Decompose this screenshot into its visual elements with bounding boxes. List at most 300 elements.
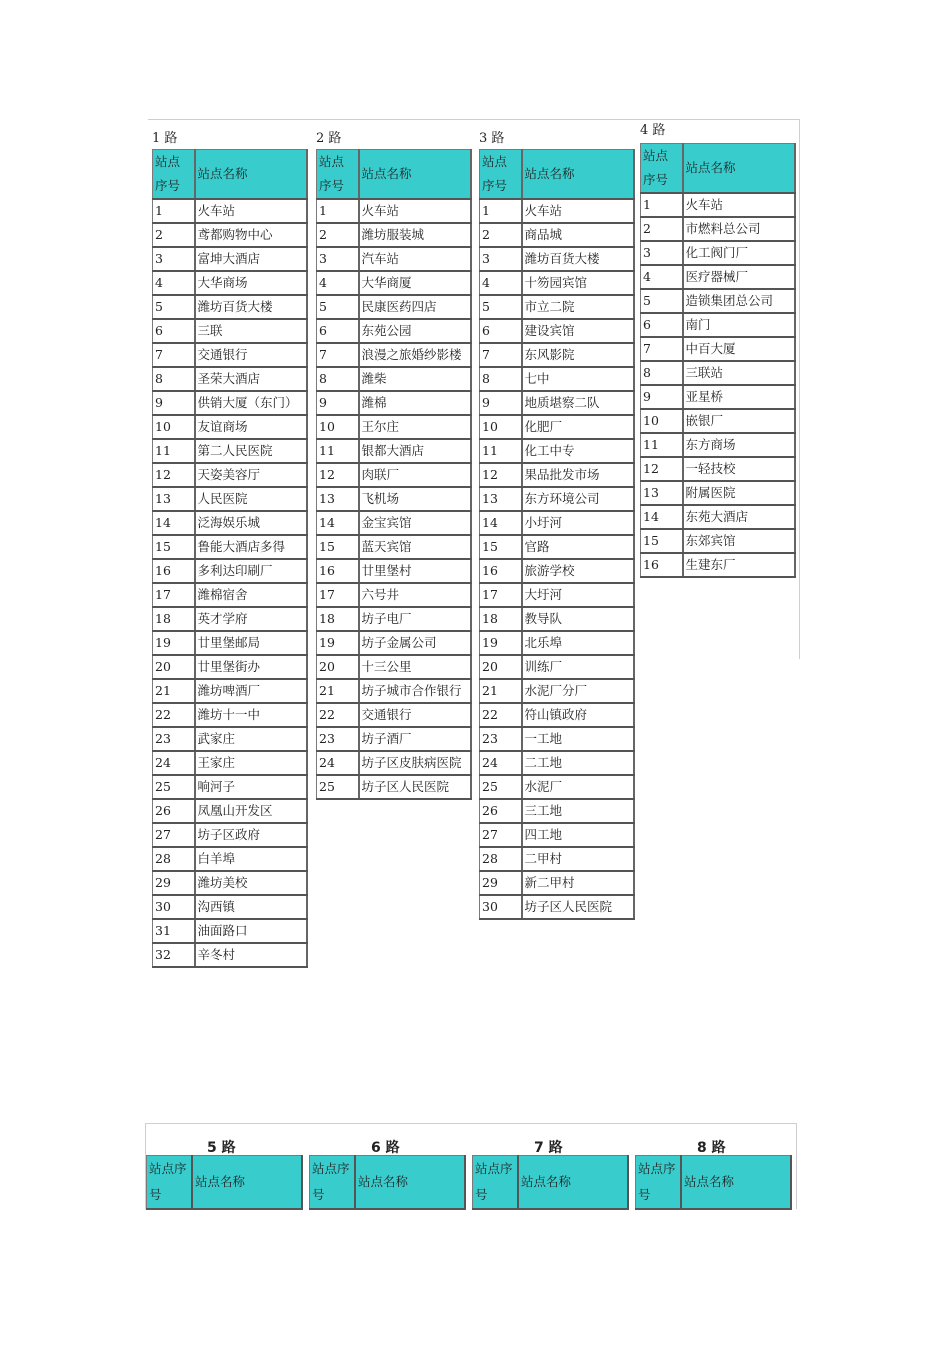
stop-name-cell: 六号井 — [359, 583, 471, 607]
table-row — [317, 319, 471, 343]
stop-number-cell: 9 — [317, 391, 359, 415]
table-row — [153, 367, 307, 391]
header-id-cell: 站点序号 — [153, 150, 195, 200]
stop-number-cell: 7 — [641, 337, 683, 361]
stop-number-cell: 4 — [480, 271, 522, 295]
stop-name-cell: 交通银行 — [195, 343, 307, 367]
stop-number-cell: 17 — [153, 583, 195, 607]
stop-name-cell: 潍坊啤酒厂 — [195, 679, 307, 703]
stop-name-cell: 十笏园宾馆 — [522, 271, 634, 295]
table-row — [317, 727, 471, 751]
stop-number-cell: 9 — [480, 391, 522, 415]
stop-name-cell: 大华商厦 — [359, 271, 471, 295]
table-row — [153, 295, 307, 319]
route-4-table — [640, 143, 796, 578]
stop-number-cell: 24 — [480, 751, 522, 775]
stop-name-cell: 官路 — [522, 535, 634, 559]
stop-number-cell: 13 — [641, 481, 683, 505]
table-row — [480, 391, 634, 415]
table-row — [641, 529, 795, 553]
stop-number-cell: 1 — [153, 199, 195, 223]
table-row — [153, 535, 307, 559]
stop-name-cell: 一工地 — [522, 727, 634, 751]
stop-number-cell: 20 — [480, 655, 522, 679]
table-row — [153, 943, 307, 967]
stop-number-cell: 20 — [317, 655, 359, 679]
table-row — [317, 463, 471, 487]
table-row — [641, 265, 795, 289]
stop-number-cell: 18 — [480, 607, 522, 631]
table-row — [153, 727, 307, 751]
stop-number-cell: 15 — [317, 535, 359, 559]
stop-number-cell: 28 — [480, 847, 522, 871]
stop-name-cell: 东郊宾馆 — [683, 529, 795, 553]
stop-name-cell: 白羊埠 — [195, 847, 307, 871]
table-row — [641, 241, 795, 265]
table-row — [480, 607, 634, 631]
stop-name-cell: 建设宾馆 — [522, 319, 634, 343]
stop-number-cell: 14 — [317, 511, 359, 535]
table-row — [480, 751, 634, 775]
stop-name-cell: 蓝天宾馆 — [359, 535, 471, 559]
stop-name-cell: 油面路口 — [195, 919, 307, 943]
stop-number-cell: 25 — [153, 775, 195, 799]
stop-number-cell: 10 — [480, 415, 522, 439]
stop-name-cell: 英才学府 — [195, 607, 307, 631]
stop-number-cell: 19 — [317, 631, 359, 655]
stop-number-cell: 12 — [480, 463, 522, 487]
stop-number-cell: 6 — [641, 313, 683, 337]
table-row — [153, 463, 307, 487]
table-row — [153, 511, 307, 535]
stop-number-cell: 2 — [317, 223, 359, 247]
stop-name-cell: 新二甲村 — [522, 871, 634, 895]
table-row — [480, 871, 634, 895]
stop-number-cell: 8 — [641, 361, 683, 385]
table-header-row — [153, 150, 307, 200]
table-row — [480, 271, 634, 295]
stop-name-cell: 潍棉 — [359, 391, 471, 415]
stop-number-cell: 32 — [153, 943, 195, 967]
table-row — [480, 655, 634, 679]
stop-name-cell: 潍坊服装城 — [359, 223, 471, 247]
stop-name-cell: 附属医院 — [683, 481, 795, 505]
header-name-cell: 站点名称 — [681, 1156, 791, 1210]
stop-name-cell: 东风影院 — [522, 343, 634, 367]
table-row — [480, 319, 634, 343]
stop-name-cell: 训练厂 — [522, 655, 634, 679]
stop-name-cell: 廿里堡街办 — [195, 655, 307, 679]
table-row — [480, 799, 634, 823]
stop-number-cell: 24 — [317, 751, 359, 775]
stop-name-cell: 地质堪察二队 — [522, 391, 634, 415]
stop-number-cell: 27 — [153, 823, 195, 847]
table-row — [317, 439, 471, 463]
stop-number-cell: 12 — [641, 457, 683, 481]
table-row — [317, 415, 471, 439]
table-row — [317, 535, 471, 559]
stop-name-cell: 大华商场 — [195, 271, 307, 295]
stop-number-cell: 1 — [641, 193, 683, 217]
stop-name-cell: 小圩河 — [522, 511, 634, 535]
stop-name-cell: 潍坊百货大楼 — [522, 247, 634, 271]
stop-name-cell: 人民医院 — [195, 487, 307, 511]
stop-number-cell: 16 — [641, 553, 683, 577]
route-6-header — [309, 1155, 466, 1210]
stop-number-cell: 5 — [153, 295, 195, 319]
table-row — [153, 823, 307, 847]
stop-name-cell: 潍棉宿舍 — [195, 583, 307, 607]
table-row — [153, 655, 307, 679]
table-row — [480, 559, 634, 583]
stop-number-cell: 4 — [641, 265, 683, 289]
route-title: 3 路 — [479, 131, 505, 146]
stop-name-cell: 医疗器械厂 — [683, 265, 795, 289]
table-row — [480, 439, 634, 463]
table-row — [480, 727, 634, 751]
stop-number-cell: 6 — [317, 319, 359, 343]
stop-number-cell: 6 — [153, 319, 195, 343]
table-row — [641, 217, 795, 241]
header-id-cell: 站点序号 — [641, 144, 683, 194]
stop-name-cell: 民康医药四店 — [359, 295, 471, 319]
table-row — [317, 199, 471, 223]
stop-number-cell: 3 — [480, 247, 522, 271]
stop-number-cell: 11 — [153, 439, 195, 463]
header-name-cell: 站点名称 — [522, 150, 634, 200]
route-5-title: 5 路 — [207, 1140, 236, 1156]
table-row — [641, 193, 795, 217]
table-row — [153, 607, 307, 631]
header-name-cell: 站点名称 — [518, 1156, 628, 1210]
table-row — [480, 343, 634, 367]
stop-name-cell: 市立二院 — [522, 295, 634, 319]
table-row — [153, 247, 307, 271]
table-row — [153, 439, 307, 463]
stop-number-cell: 30 — [153, 895, 195, 919]
stop-number-cell: 4 — [153, 271, 195, 295]
table-row — [153, 679, 307, 703]
route-5-header — [146, 1155, 303, 1210]
stop-number-cell: 3 — [153, 247, 195, 271]
stop-number-cell: 27 — [480, 823, 522, 847]
stop-name-cell: 符山镇政府 — [522, 703, 634, 727]
table-row — [317, 607, 471, 631]
stop-number-cell: 11 — [480, 439, 522, 463]
stop-number-cell: 19 — [480, 631, 522, 655]
table-row — [641, 361, 795, 385]
table-header-row — [317, 150, 471, 200]
stop-name-cell: 沟西镇 — [195, 895, 307, 919]
stop-name-cell: 二工地 — [522, 751, 634, 775]
table-row — [317, 631, 471, 655]
table-row — [317, 247, 471, 271]
stop-name-cell: 鸢都购物中心 — [195, 223, 307, 247]
stop-number-cell: 16 — [480, 559, 522, 583]
stop-name-cell: 三联 — [195, 319, 307, 343]
stop-number-cell: 12 — [317, 463, 359, 487]
stop-name-cell: 圣荣大酒店 — [195, 367, 307, 391]
stop-number-cell: 10 — [153, 415, 195, 439]
route-3 — [479, 131, 635, 920]
stop-name-cell: 南门 — [683, 313, 795, 337]
stop-number-cell: 22 — [153, 703, 195, 727]
stop-name-cell: 金宝宾馆 — [359, 511, 471, 535]
stop-name-cell: 嵌银厂 — [683, 409, 795, 433]
table-row — [153, 343, 307, 367]
table-row — [480, 847, 634, 871]
route-4 — [640, 123, 796, 578]
stop-name-cell: 北乐埠 — [522, 631, 634, 655]
stop-name-cell: 三联站 — [683, 361, 795, 385]
table-row — [641, 433, 795, 457]
stop-name-cell: 火车站 — [359, 199, 471, 223]
table-row — [153, 895, 307, 919]
stop-name-cell: 四工地 — [522, 823, 634, 847]
stop-number-cell: 19 — [153, 631, 195, 655]
stop-name-cell: 坊子区政府 — [195, 823, 307, 847]
table-row — [153, 319, 307, 343]
right-rule — [799, 119, 800, 659]
stop-name-cell: 化工中专 — [522, 439, 634, 463]
table-row — [317, 367, 471, 391]
table-row — [480, 487, 634, 511]
stop-number-cell: 29 — [153, 871, 195, 895]
stop-name-cell: 中百大厦 — [683, 337, 795, 361]
table-row — [317, 391, 471, 415]
stop-name-cell: 富坤大酒店 — [195, 247, 307, 271]
route-2 — [316, 131, 472, 800]
table-row — [480, 463, 634, 487]
stop-name-cell: 生建东厂 — [683, 553, 795, 577]
table-row — [641, 337, 795, 361]
stop-name-cell: 辛冬村 — [195, 943, 307, 967]
stop-number-cell: 3 — [317, 247, 359, 271]
route-8-title: 8 路 — [697, 1140, 726, 1156]
header-id-cell: 站点序号 — [310, 1156, 356, 1210]
stop-name-cell: 七中 — [522, 367, 634, 391]
stop-name-cell: 火车站 — [683, 193, 795, 217]
top-rule — [148, 119, 800, 120]
stop-name-cell: 东方商场 — [683, 433, 795, 457]
stop-number-cell: 17 — [480, 583, 522, 607]
stop-name-cell: 火车站 — [195, 199, 307, 223]
stop-number-cell: 5 — [317, 295, 359, 319]
table-row — [480, 895, 634, 919]
header-name-cell: 站点名称 — [355, 1156, 465, 1210]
stop-name-cell: 旅游学校 — [522, 559, 634, 583]
table-row — [480, 295, 634, 319]
stop-name-cell: 交通银行 — [359, 703, 471, 727]
table-row — [641, 553, 795, 577]
table-row — [480, 223, 634, 247]
stop-number-cell: 9 — [641, 385, 683, 409]
stop-name-cell: 坊子区人民医院 — [359, 775, 471, 799]
stop-number-cell: 14 — [153, 511, 195, 535]
stop-name-cell: 泛海娱乐城 — [195, 511, 307, 535]
stop-number-cell: 26 — [153, 799, 195, 823]
header-id-cell: 站点序号 — [480, 150, 522, 200]
stop-name-cell: 第二人民医院 — [195, 439, 307, 463]
stop-name-cell: 商品城 — [522, 223, 634, 247]
stop-number-cell: 23 — [480, 727, 522, 751]
table-row — [317, 223, 471, 247]
table-row — [153, 415, 307, 439]
stop-name-cell: 火车站 — [522, 199, 634, 223]
stop-number-cell: 7 — [153, 343, 195, 367]
stop-name-cell: 廿里堡邮局 — [195, 631, 307, 655]
stop-number-cell: 10 — [317, 415, 359, 439]
route-title: 1 路 — [152, 131, 178, 146]
table-row — [480, 679, 634, 703]
stop-number-cell: 18 — [317, 607, 359, 631]
stop-name-cell: 坊子电厂 — [359, 607, 471, 631]
stop-number-cell: 1 — [480, 199, 522, 223]
stop-name-cell: 坊子区人民医院 — [522, 895, 634, 919]
stop-number-cell: 18 — [153, 607, 195, 631]
route-title: 4 路 — [640, 123, 666, 138]
table-row — [480, 415, 634, 439]
stop-name-cell: 教导队 — [522, 607, 634, 631]
header-id-cell: 站点序号 — [473, 1156, 519, 1210]
stop-name-cell: 大圩河 — [522, 583, 634, 607]
table-row — [153, 919, 307, 943]
header-id-cell: 站点序号 — [147, 1156, 193, 1210]
stop-number-cell: 29 — [480, 871, 522, 895]
stop-name-cell: 水泥厂分厂 — [522, 679, 634, 703]
table-row — [317, 583, 471, 607]
stop-name-cell: 坊子酒厂 — [359, 727, 471, 751]
stop-number-cell: 14 — [641, 505, 683, 529]
stop-name-cell: 潍坊百货大楼 — [195, 295, 307, 319]
stop-number-cell: 31 — [153, 919, 195, 943]
stop-number-cell: 13 — [317, 487, 359, 511]
table-row — [317, 751, 471, 775]
stop-number-cell: 5 — [480, 295, 522, 319]
stop-name-cell: 浪漫之旅婚纱影楼 — [359, 343, 471, 367]
table-row — [153, 271, 307, 295]
stop-number-cell: 16 — [153, 559, 195, 583]
table-row — [641, 457, 795, 481]
stop-name-cell: 廿里堡村 — [359, 559, 471, 583]
table-row — [153, 391, 307, 415]
stop-name-cell: 东苑大酒店 — [683, 505, 795, 529]
stop-name-cell: 王尔庄 — [359, 415, 471, 439]
header-name-cell: 站点名称 — [683, 144, 795, 194]
stop-name-cell: 凤凰山开发区 — [195, 799, 307, 823]
header-name-cell: 站点名称 — [359, 150, 471, 200]
table-row — [480, 199, 634, 223]
header-id-cell: 站点序号 — [317, 150, 359, 200]
table-row — [153, 223, 307, 247]
route-3-table — [479, 149, 635, 920]
stop-name-cell: 化肥厂 — [522, 415, 634, 439]
table-row — [153, 631, 307, 655]
stop-number-cell: 17 — [317, 583, 359, 607]
stop-number-cell: 2 — [480, 223, 522, 247]
table-row — [641, 481, 795, 505]
stop-number-cell: 11 — [317, 439, 359, 463]
route-1 — [152, 131, 308, 968]
stop-number-cell: 5 — [641, 289, 683, 313]
stop-name-cell: 一轻技校 — [683, 457, 795, 481]
stop-number-cell: 6 — [480, 319, 522, 343]
stop-name-cell: 王家庄 — [195, 751, 307, 775]
table-row — [153, 847, 307, 871]
stop-name-cell: 二甲村 — [522, 847, 634, 871]
table-row — [317, 559, 471, 583]
stop-number-cell: 9 — [153, 391, 195, 415]
stop-number-cell: 10 — [641, 409, 683, 433]
stop-name-cell: 果品批发市场 — [522, 463, 634, 487]
stop-name-cell: 坊子城市合作银行 — [359, 679, 471, 703]
stop-number-cell: 22 — [317, 703, 359, 727]
stop-number-cell: 15 — [641, 529, 683, 553]
header-name-cell: 站点名称 — [192, 1156, 302, 1210]
stop-name-cell: 潍坊十一中 — [195, 703, 307, 727]
stop-name-cell: 化工阀门厂 — [683, 241, 795, 265]
stop-number-cell: 28 — [153, 847, 195, 871]
table-row — [641, 289, 795, 313]
stop-name-cell: 供销大厦（东门） — [195, 391, 307, 415]
header-name-cell: 站点名称 — [195, 150, 307, 200]
stop-number-cell: 15 — [153, 535, 195, 559]
stop-number-cell: 8 — [153, 367, 195, 391]
table-row — [153, 559, 307, 583]
table-row — [480, 631, 634, 655]
route-2-table — [316, 149, 472, 800]
table-row — [480, 511, 634, 535]
stop-number-cell: 25 — [480, 775, 522, 799]
table-header-row — [641, 144, 795, 194]
stop-number-cell: 2 — [153, 223, 195, 247]
stop-name-cell: 汽车站 — [359, 247, 471, 271]
stop-name-cell: 坊子金属公司 — [359, 631, 471, 655]
bottom-right-rule — [796, 1123, 797, 1209]
stop-name-cell: 多利达印刷厂 — [195, 559, 307, 583]
stop-number-cell: 13 — [480, 487, 522, 511]
table-row — [641, 409, 795, 433]
stop-number-cell: 7 — [480, 343, 522, 367]
stop-number-cell: 3 — [641, 241, 683, 265]
stop-name-cell: 飞机场 — [359, 487, 471, 511]
stop-number-cell: 24 — [153, 751, 195, 775]
stop-name-cell: 亚星桥 — [683, 385, 795, 409]
stop-name-cell: 造锁集团总公司 — [683, 289, 795, 313]
stop-number-cell: 2 — [641, 217, 683, 241]
stop-number-cell: 21 — [317, 679, 359, 703]
stop-number-cell: 25 — [317, 775, 359, 799]
table-row — [153, 583, 307, 607]
stop-number-cell: 23 — [153, 727, 195, 751]
stop-number-cell: 16 — [317, 559, 359, 583]
table-row — [153, 799, 307, 823]
table-row — [153, 775, 307, 799]
stop-number-cell: 13 — [153, 487, 195, 511]
route-title: 2 路 — [316, 131, 342, 146]
stop-number-cell: 21 — [480, 679, 522, 703]
table-row — [317, 655, 471, 679]
table-row — [317, 487, 471, 511]
header-id-cell: 站点序号 — [636, 1156, 682, 1210]
table-row — [480, 823, 634, 847]
route-8-header — [635, 1155, 792, 1210]
stop-number-cell: 20 — [153, 655, 195, 679]
table-row — [480, 775, 634, 799]
stop-name-cell: 水泥厂 — [522, 775, 634, 799]
stop-number-cell: 22 — [480, 703, 522, 727]
table-row — [480, 247, 634, 271]
